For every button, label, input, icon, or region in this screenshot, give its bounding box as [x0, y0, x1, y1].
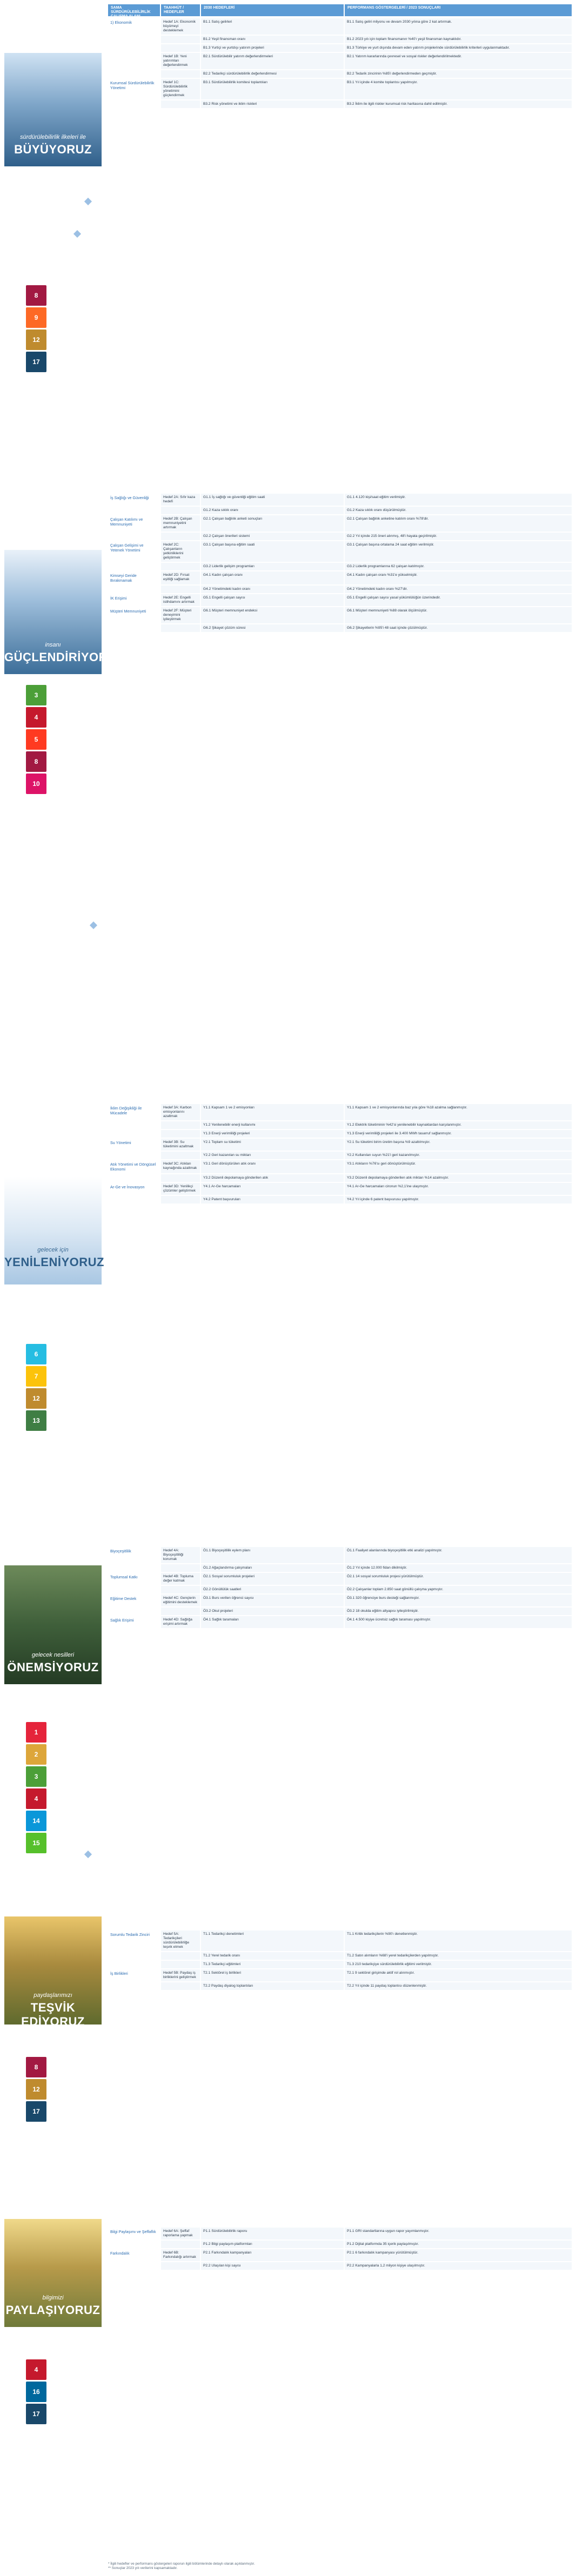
sdg-3-icon: 3 [26, 1766, 46, 1787]
indicator-cell: T2.1 Sektörel iş birlikleri [201, 1969, 344, 1981]
area-cell [108, 1174, 160, 1182]
pillar-subtitle: sürdürülebilirlik ilkeleri ile [20, 134, 86, 140]
goal-cell [161, 1586, 200, 1593]
indicator-cell: T1.1 Tedarikçi denetimleri [201, 1931, 344, 1951]
result-cell: P1.1 GRI standartlarına uygun rapor yayımlanmıştır. [345, 2228, 572, 2239]
sdg-16-icon: 16 [26, 2382, 46, 2402]
result-cell: G4.2 Yönetimdeki kadın oranı %27'dir. [345, 586, 572, 593]
sdg-8-icon: 8 [26, 285, 46, 306]
area-cell: Kimseyi Geride Bırakmamak [110, 573, 137, 583]
indicator-cell: B1.2 Yeşil finansman oranı [201, 36, 344, 43]
area-cell [108, 2241, 160, 2248]
table-row [108, 1969, 572, 1981]
result-cell: T2.1 9 sektörel girişimde aktif rol alınmıştır. [345, 1969, 572, 1981]
indicator-cell: Y2.1 Toplam su tüketimi [201, 1139, 344, 1151]
result-cell: B3.2 İklim ile ilgili riskler kurumsal risk haritasına dahil edilmiştir. [345, 100, 572, 108]
table-row [108, 1952, 572, 1960]
indicator-cell: Y1.1 Kapsam 1 ve 2 emisyonları [201, 1104, 344, 1120]
result-cell: T1.2 Satın alımların %68'i yerel tedarikçilerden yapılmıştır. [345, 1952, 572, 1960]
table-row [108, 1183, 572, 1195]
goal-cell [161, 1174, 200, 1182]
result-cell: G2.2 Yıl içinde 215 öneri alınmış, 48'i hayata geçirilmiştir. [345, 533, 572, 540]
indicator-cell: Y3.2 Düzenli depolamaya gönderilen atık [201, 1174, 344, 1182]
sdg-14-icon: 14 [26, 1811, 46, 1831]
area-cell: Biyoçeşitlilik [110, 1549, 131, 1553]
area-cell [108, 507, 160, 514]
area-cell: İş Sağlığı ve Güvenliği [110, 495, 149, 500]
goal-cell [161, 563, 200, 570]
sdg-3-icon: 3 [26, 685, 46, 705]
table-row [108, 1608, 572, 1615]
table-row [108, 1196, 572, 1203]
result-cell: G6.2 Şikayetlerin %95'i 48 saat içinde çözülmüştür. [345, 624, 572, 632]
pillar-subtitle: gelecek nesilleri [31, 1652, 75, 1658]
sdg-icons-2 [26, 685, 48, 796]
sdg-1-icon: 1 [26, 1722, 46, 1743]
goal-cell [161, 1982, 200, 1990]
result-cell: P2.1 6 farkındalık kampanyası yürütülmüştür. [345, 2249, 572, 2261]
pillar-title: BÜYÜYORUZ [14, 143, 92, 156]
indicator-cell: B2.1 Sürdürülebilir yatırım değerlendirmeleri [201, 53, 344, 69]
area-cell [108, 1121, 160, 1129]
pillar-title: TEŞVİK EDİYORUZ [21, 2001, 85, 2028]
indicator-cell: G5.1 Engelli çalışan sayısı [201, 594, 344, 606]
result-cell: Y2.2 Kullanılan suyun %21'i geri kazanılmıştır. [345, 1152, 572, 1159]
pillar-title: ÖNEMSİYORUZ [7, 1660, 99, 1674]
table-row [108, 2228, 572, 2239]
table-row [108, 44, 572, 52]
goal-cell: Hedef 5A: Tedarikçileri sürdürülebilirliğe teşvik etmek [161, 1931, 200, 1951]
result-cell: Y4.1 Ar-Ge harcamaları cironun %2,1'ine ulaşmıştır. [345, 1183, 572, 1195]
sdg-icons-1 [26, 285, 48, 374]
area-cell [108, 1961, 160, 1968]
pillar-subtitle: insanı [45, 642, 61, 648]
result-cell: B1.1 Satış geliri milyonu ve devam 2030 yılına göre 2 kat artırmak. [345, 18, 572, 35]
sdg-5-icon: 5 [26, 729, 46, 750]
table-row [108, 1616, 572, 1628]
goal-cell [161, 1196, 200, 1203]
result-cell: B2.1 Yatırım kararlarında çevresel ve sosyal riskler değerlendirilmektedir. [345, 53, 572, 69]
result-cell: T1.1 Kritik tedarikçilerin %90'ı denetlenmiştir. [345, 1931, 572, 1951]
indicator-cell: Ö3.1 Burs verilen öğrenci sayısı [201, 1595, 344, 1606]
table-row [108, 1595, 572, 1606]
indicator-cell: G6.2 Şikayet çözüm süresi [201, 624, 344, 632]
result-cell: B3.1 Yıl içinde 4 komite toplantısı yapılmıştır. [345, 79, 572, 99]
table-row [108, 563, 572, 570]
area-cell [108, 53, 160, 69]
goal-cell [161, 1121, 200, 1129]
diamond-decoration [84, 198, 92, 205]
goal-cell [161, 533, 200, 540]
goal-cell: Hedef 3B: Su tüketimini azaltmak [161, 1139, 200, 1151]
indicator-cell: Ö4.1 Sağlık taramaları [201, 1616, 344, 1628]
goal-cell: Hedef 3D: Yenilikçi çözümler geliştirmek [161, 1183, 200, 1195]
table-row [108, 1961, 572, 1968]
goal-cell: Hedef 6B: Farkındalığı artırmak [161, 2249, 200, 2261]
table-row [108, 1130, 572, 1138]
goal-cell: Hedef 1A: Ekonomik büyümeyi desteklemek [161, 18, 200, 35]
pillar-care [4, 1565, 102, 1684]
area-cell: Müşteri Memnuniyeti [110, 609, 146, 614]
result-cell: G3.2 Liderlik programlarına 62 çalışan katılmıştır. [345, 563, 572, 570]
goal-cell: Hedef 5B: Paydaş iş birliklerini geliştirmek [161, 1969, 200, 1981]
indicator-cell: B3.2 Risk yönetimi ve iklim riskleri [201, 100, 344, 108]
sdg-7-icon: 7 [26, 1366, 46, 1387]
pillar-title: YENİLENİYORUZ [4, 1255, 104, 1269]
indicator-cell: B3.1 Sürdürülebilirlik komitesi toplantıları [201, 79, 344, 99]
area-cell [108, 563, 160, 570]
sdg-icons-5 [26, 2057, 48, 2123]
section-5 [108, 1931, 572, 1991]
goal-cell [161, 1564, 200, 1572]
sdg-icons-3 [26, 1344, 48, 1432]
table-row [108, 1982, 572, 1990]
result-cell: Ö3.1 320 öğrenciye burs desteği sağlanmıştır. [345, 1595, 572, 1606]
area-cell [108, 1608, 160, 1615]
area-cell: Su Yönetimi [110, 1140, 131, 1145]
result-cell: Y3.1 Atıkların %76'sı geri dönüştürülmüştür. [345, 1160, 572, 1173]
area-cell: Sorumlu Tedarik Zinciri [110, 1932, 150, 1937]
result-cell: G2.1 Çalışan bağlılık anketine katılım oranı %78'dir. [345, 515, 572, 532]
table-row [108, 1931, 572, 1951]
indicator-cell: G1.1 İş sağlığı ve güvenliği eğitim saati [201, 494, 344, 506]
footnotes [108, 2562, 572, 2571]
pillar-subtitle: bilgimizi [42, 2295, 64, 2301]
result-cell: Y1.1 Kapsam 1 ve 2 emisyonlarında baz yıla göre %18 azalma sağlanmıştır. [345, 1104, 572, 1120]
result-cell: G3.1 Çalışan başına ortalama 24 saat eğitim verilmiştir. [345, 541, 572, 562]
sdg-6-icon: 6 [26, 1344, 46, 1364]
sdg-17-icon: 17 [26, 2101, 46, 2122]
table-row [108, 541, 572, 562]
goal-cell [161, 2241, 200, 2248]
table-row [108, 36, 572, 43]
goal-cell [161, 586, 200, 593]
sdg-icons-4 [26, 1722, 48, 1855]
section-1 [108, 18, 572, 109]
table-row [108, 2262, 572, 2270]
area-cell [108, 1952, 160, 1960]
sdg-13-icon: 13 [26, 1410, 46, 1431]
table-row [108, 2249, 572, 2261]
table-row [108, 594, 572, 606]
indicator-cell: Y4.2 Patent başvuruları [201, 1196, 344, 1203]
indicator-cell: P2.2 Ulaşılan kişi sayısı [201, 2262, 344, 2270]
indicator-cell: G2.2 Çalışan önerileri sistemi [201, 533, 344, 540]
area-cell [108, 533, 160, 540]
table-row [108, 1152, 572, 1159]
area-cell: Kurumsal Sürdürülebilirlik Yönetimi [110, 80, 155, 90]
section-6 [108, 2228, 572, 2271]
area-cell: Toplumsal Katkı [110, 1575, 138, 1579]
goal-cell: Hedef 3A: Karbon emisyonlarını azaltmak [161, 1104, 200, 1120]
pillar-title: PAYLAŞIYORUZ [5, 2303, 101, 2317]
indicator-cell: G1.2 Kaza sıklık oranı [201, 507, 344, 514]
indicator-cell: Ö2.1 Sosyal sorumluluk projeleri [201, 1573, 344, 1585]
table-row [108, 586, 572, 593]
table-row [108, 607, 572, 623]
indicator-cell: Ö1.2 Ağaçlandırma çalışmaları [201, 1564, 344, 1572]
result-cell: G4.1 Kadın çalışan oranı %31'e yükselmiştir. [345, 571, 572, 584]
sdg-10-icon: 10 [26, 774, 46, 794]
table-row [108, 515, 572, 532]
header-targets: 2030 HEDEFLERİ [201, 4, 344, 16]
goal-cell [161, 624, 200, 632]
area-cell: İK Erişimi [110, 596, 127, 601]
pillar-growth [4, 53, 102, 166]
header-results: PERFORMANS GÖSTERGELERİ / 2023 SONUÇLARI [345, 4, 572, 16]
table-header [108, 4, 572, 16]
goal-cell [161, 507, 200, 514]
area-cell [108, 44, 160, 52]
area-cell [108, 1564, 160, 1572]
section-2 [108, 494, 572, 633]
indicator-cell: P1.2 Bilgi paylaşım platformları [201, 2241, 344, 2248]
indicator-cell: Y1.2 Yenilenebilir enerji kullanımı [201, 1121, 344, 1129]
goal-cell [161, 1608, 200, 1615]
goal-cell: Hedef 2B: Çalışan memnuniyetini artırmak [161, 515, 200, 532]
goal-cell [161, 1961, 200, 1968]
indicator-cell: P1.1 Sürdürülebilirlik raporu [201, 2228, 344, 2239]
sdg-15-icon: 15 [26, 1833, 46, 1853]
area-cell [108, 36, 160, 43]
area-cell [108, 1130, 160, 1138]
area-cell [108, 624, 160, 632]
sdg-17-icon: 17 [26, 2404, 46, 2424]
sdg-12-icon: 12 [26, 2079, 46, 2100]
result-cell: G1.1 4.120 kişi/saat eğitim verilmiştir. [345, 494, 572, 506]
goal-cell: Hedef 2E: Engelli istihdamını artırmak [161, 594, 200, 606]
indicator-cell: B1.3 Yurtiçi ve yurtdışı yatırım projeleri [201, 44, 344, 52]
area-cell: İklim Değişikliği ile Mücadele [110, 1106, 142, 1115]
result-cell: Ö1.2 Yıl içinde 12.000 fidan dikilmiştir. [345, 1564, 572, 1572]
area-cell: Ar-Ge ve İnovasyon [110, 1185, 145, 1189]
goal-cell [161, 2262, 200, 2270]
indicator-cell: T2.2 Paydaş diyalog toplantıları [201, 1982, 344, 1990]
area-cell: Bilgi Paylaşımı ve Şeffaflık [110, 2229, 156, 2234]
pillar-subtitle: paydaşlarımızı [34, 1992, 72, 1999]
area-cell [108, 1196, 160, 1203]
result-cell: G1.2 Kaza sıklık oranı düşürülmüştür. [345, 507, 572, 514]
table-row [108, 1586, 572, 1593]
goal-cell: Hedef 6A: Şeffaf raporlama yapmak [161, 2228, 200, 2239]
goal-cell [161, 1152, 200, 1159]
table-row [108, 1121, 572, 1129]
pillar-renew [4, 1176, 102, 1284]
table-row [108, 18, 572, 35]
area-cell [108, 100, 160, 108]
area-cell [108, 586, 160, 593]
table-row [108, 1573, 572, 1585]
table-row [108, 494, 572, 506]
indicator-cell: T1.3 Tedarikçi eğitimleri [201, 1961, 344, 1968]
indicator-cell: Ö3.2 Okul projeleri [201, 1608, 344, 1615]
result-cell: Y1.2 Elektrik tüketiminin %42'si yenilenebilir kaynaklardan karşılanmıştır. [345, 1121, 572, 1129]
indicator-cell: G3.2 Liderlik gelişim programları [201, 563, 344, 570]
goal-cell: Hedef 3C: Atıkları kaynağında azaltmak [161, 1160, 200, 1173]
sdg-17-icon: 17 [26, 352, 46, 372]
result-cell: Y4.2 Yıl içinde 6 patent başvurusu yapılmıştır. [345, 1196, 572, 1203]
indicator-cell: Y4.1 Ar-Ge harcamaları [201, 1183, 344, 1195]
area-cell: Farkındalık [110, 2251, 130, 2256]
header-area: SAMA SÜRDÜRÜLEBİLİRLİK ÇALIŞMA ALANI [108, 4, 160, 16]
area-cell [108, 70, 160, 78]
goal-cell: Hedef 4C: Gençlerin eğitimini desteklemek [161, 1595, 200, 1606]
result-cell: G6.1 Müşteri memnuniyeti %88 olarak ölçülmüştür. [345, 607, 572, 623]
area-cell: Eğitime Destek [110, 1596, 137, 1601]
sdg-8-icon: 8 [26, 751, 46, 772]
goal-cell: Hedef 2C: Çalışanların yetkinliklerini geliştirmek [161, 541, 200, 562]
table-row [108, 507, 572, 514]
sdg-2-icon: 2 [26, 1744, 46, 1765]
sdg-9-icon: 9 [26, 307, 46, 328]
indicator-cell: Ö1.1 Biyoçeşitlilik eylem planı [201, 1547, 344, 1563]
goal-cell: Hedef 1B: Yeni yatırımları değerlendirmek [161, 53, 200, 69]
sdg-4-icon: 4 [26, 707, 46, 728]
table-row [108, 1564, 572, 1572]
sdg-icons-6 [26, 2359, 48, 2426]
indicator-cell: G3.1 Çalışan başına eğitim saati [201, 541, 344, 562]
area-cell [108, 1586, 160, 1593]
sdg-12-icon: 12 [26, 1388, 46, 1409]
header-goals: TAAHHÜT / HEDEFLER [161, 4, 200, 16]
section-4 [108, 1547, 572, 1629]
result-cell: Ö4.1 4.500 kişiye ücretsiz sağlık taraması yapılmıştır. [345, 1616, 572, 1628]
table-row [108, 533, 572, 540]
table-row [108, 79, 572, 99]
indicator-cell: Ö2.2 Gönüllülük saatleri [201, 1586, 344, 1593]
diamond-decoration [73, 230, 81, 238]
goal-cell: Hedef 2A: Sıfır kaza hedefi [161, 494, 200, 506]
result-cell: B2.2 Tedarik zincirinin %85'i değerlendirmeden geçmiştir. [345, 70, 572, 78]
indicator-cell: B2.2 Tedarikçi sürdürülebilirlik değerlendirmesi [201, 70, 344, 78]
table-row [108, 1160, 572, 1173]
indicator-cell: G6.1 Müşteri memnuniyet endeksi [201, 607, 344, 623]
pillar-encourage [4, 1916, 102, 2028]
goal-cell [161, 1130, 200, 1138]
table-row [108, 2241, 572, 2248]
area-cell: İş Birlikleri [110, 1971, 128, 1976]
area-cell [108, 1152, 160, 1159]
table-row [108, 1104, 572, 1120]
indicator-cell: G4.2 Yönetimdeki kadın oranı [201, 586, 344, 593]
goal-cell: Hedef 4B: Topluma değer katmak [161, 1573, 200, 1585]
pillar-share [4, 2219, 102, 2327]
diamond-decoration [90, 922, 97, 929]
indicator-cell: G2.1 Çalışan bağlılık anketi sonuçları [201, 515, 344, 532]
goal-cell [161, 36, 200, 43]
footnote-1: * İlgili hedefler ve performans göstergeleri raporun ilgili bölümlerinde detaylı olarak açıklanmıştır. [108, 2562, 255, 2566]
goal-cell [161, 100, 200, 108]
indicator-cell: G4.1 Kadın çalışan oranı [201, 571, 344, 584]
result-cell: Y3.2 Düzenli depolamaya gönderilen atık miktarı %14 azalmıştır. [345, 1174, 572, 1182]
result-cell: T1.3 210 tedarikçiye sürdürülebilirlik eğitimi verilmiştir. [345, 1961, 572, 1968]
table-row [108, 53, 572, 69]
table-row [108, 1547, 572, 1563]
area-cell: Atık Yönetimi ve Döngüsel Ekonomi [110, 1162, 156, 1172]
result-cell: Ö3.2 18 okulda eğitim altyapısı iyileştirilmiştir. [345, 1608, 572, 1615]
goal-cell [161, 1952, 200, 1960]
result-cell: P1.2 Dijital platformda 35 içerik paylaşılmıştır. [345, 2241, 572, 2248]
result-cell: Ö2.1 14 sosyal sorumluluk projesi yürütülmüştür. [345, 1573, 572, 1585]
table-row [108, 571, 572, 584]
indicator-cell: Y3.1 Geri dönüştürülen atık oranı [201, 1160, 344, 1173]
goal-cell: Hedef 2D: Fırsat eşitliği sağlamak [161, 571, 200, 584]
goal-cell: Hedef 4D: Sağlığa erişimi artırmak [161, 1616, 200, 1628]
area-cell [108, 1982, 160, 1990]
diamond-decoration [84, 1851, 92, 1858]
result-cell: B1.3 Türkiye ve yurt dışında devam eden yatırım projelerinde sürdürülebilirlik kriterleri uygulanmaktadır. [345, 44, 572, 52]
sdg-12-icon: 12 [26, 329, 46, 350]
table-row [108, 70, 572, 78]
result-cell: Ö1.1 Faaliyet alanlarında biyoçeşitlilik etki analizi yapılmıştır. [345, 1547, 572, 1563]
area-cell [108, 2262, 160, 2270]
table-row [108, 1139, 572, 1151]
result-cell: P2.2 Kampanyalarla 1,2 milyon kişiye ulaşılmıştır. [345, 2262, 572, 2270]
area-cell: 1) Ekonomik [110, 20, 132, 25]
section-3 [108, 1104, 572, 1205]
indicator-cell: T1.2 Yerel tedarik oranı [201, 1952, 344, 1960]
indicator-cell: Y1.3 Enerji verimliliği projeleri [201, 1130, 344, 1138]
area-cell: Çalışan Gelişimi ve Yetenek Yönetimi [110, 543, 144, 553]
sdg-4-icon: 4 [26, 2359, 46, 2380]
indicator-cell: Y2.2 Geri kazanılan su miktarı [201, 1152, 344, 1159]
result-cell: Y2.1 Su tüketimi birim üretim başına %9 azaltılmıştır. [345, 1139, 572, 1151]
sdg-8-icon: 8 [26, 2057, 46, 2077]
area-cell: Sağlık Erişimi [110, 1618, 134, 1623]
area-cell: Çalışan Katılımı ve Memnuniyeti [110, 517, 143, 527]
goal-cell [161, 70, 200, 78]
goal-cell: Hedef 2F: Müşteri deneyimini iyileştirmek [161, 607, 200, 623]
indicator-cell: P2.1 Farkındalık kampanyaları [201, 2249, 344, 2261]
result-cell: Y1.3 Enerji verimliliği projeleri ile 3.400 MWh tasarruf sağlanmıştır. [345, 1130, 572, 1138]
sdg-4-icon: 4 [26, 1788, 46, 1809]
indicator-cell: B1.1 Satış gelirleri [201, 18, 344, 35]
goal-cell [161, 44, 200, 52]
result-cell: B1.2 2023 yılı için toplam finansmanın %40'ı yeşil finansman kaynaklıdır. [345, 36, 572, 43]
goal-cell: Hedef 4A: Biyoçeşitliliği korumak [161, 1547, 200, 1563]
table-row [108, 100, 572, 108]
result-cell: T2.2 Yıl içinde 11 paydaş toplantısı düzenlenmiştir. [345, 1982, 572, 1990]
result-cell: G5.1 Engelli çalışan sayısı yasal yükümlülüğün üzerindedir. [345, 594, 572, 606]
footnote-2: ** Sonuçlar 2023 yılı verilerini kapsamaktadır. [108, 2566, 178, 2570]
table-row [108, 1174, 572, 1182]
goal-cell: Hedef 1C: Sürdürülebilirlik yönetimini güçlendirmek [161, 79, 200, 99]
pillar-title: GÜÇLENDİRİYORUZ [4, 650, 124, 664]
pillar-subtitle: gelecek için [37, 1247, 69, 1253]
table-row [108, 624, 572, 632]
result-cell: Ö2.2 Çalışanlar toplam 2.850 saat gönüllü çalışma yapmıştır. [345, 1586, 572, 1593]
